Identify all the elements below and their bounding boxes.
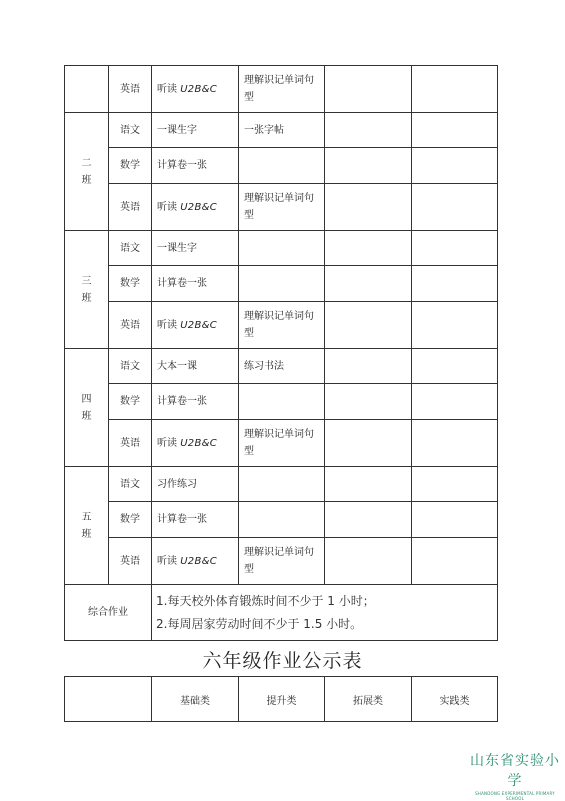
- table-row: [65, 538, 498, 585]
- task-prefix: 听读: [157, 437, 181, 449]
- basic-task-cell: 计算卷一张: [152, 502, 239, 538]
- advanced-task-cell: [239, 231, 325, 266]
- unit-code: U2B&C: [180, 555, 218, 567]
- table-row: [65, 231, 498, 266]
- unit-code: U2B&C: [180, 319, 218, 331]
- table-row: [65, 384, 498, 420]
- summary-label: 综合作业: [65, 585, 152, 641]
- extension-cell: [325, 420, 412, 467]
- advanced-task-cell: 理解识记单词句型: [239, 66, 325, 113]
- extension-cell: [325, 302, 412, 349]
- subject-cell: 英语: [109, 66, 152, 113]
- class-name: 三班: [81, 275, 92, 304]
- advanced-task-cell: 理解识记单词句型: [239, 302, 325, 349]
- basic-task-cell: [152, 66, 239, 113]
- practice-cell: [412, 467, 498, 502]
- basic-task-cell: [152, 538, 239, 585]
- task-prefix: 听读: [157, 319, 181, 331]
- extension-cell: [325, 231, 412, 266]
- class-name-cell: [65, 467, 109, 585]
- table-row: [65, 302, 498, 349]
- practice-cell: [412, 113, 498, 148]
- extension-cell: [325, 538, 412, 585]
- practice-cell: [412, 538, 498, 585]
- header-extension: 拓展类: [325, 677, 412, 722]
- homework-table: [64, 65, 498, 641]
- subject-cell: 语文: [109, 113, 152, 148]
- unit-code: U2B&C: [180, 201, 218, 213]
- basic-task-cell: 大本一课: [152, 349, 239, 384]
- basic-task-cell: [152, 302, 239, 349]
- practice-cell: [412, 302, 498, 349]
- basic-task-cell: 计算卷一张: [152, 148, 239, 184]
- advanced-task-cell: 理解识记单词句型: [239, 420, 325, 467]
- basic-task-cell: 计算卷一张: [152, 266, 239, 302]
- grade6-header-row: [65, 677, 498, 722]
- extension-cell: [325, 502, 412, 538]
- basic-task-cell: [152, 420, 239, 467]
- subject-cell: 数学: [109, 384, 152, 420]
- practice-cell: [412, 231, 498, 266]
- extension-cell: [325, 384, 412, 420]
- subject-cell: 英语: [109, 184, 152, 231]
- unit-code: U2B&C: [180, 437, 218, 449]
- basic-task-cell: 一课生字: [152, 113, 239, 148]
- practice-cell: [412, 184, 498, 231]
- advanced-task-cell: [239, 502, 325, 538]
- extension-cell: [325, 266, 412, 302]
- extension-cell: [325, 113, 412, 148]
- summary-body: [152, 585, 498, 641]
- basic-task-cell: [152, 184, 239, 231]
- advanced-task-cell: [239, 148, 325, 184]
- subject-cell: 英语: [109, 302, 152, 349]
- class-name-cell: [65, 349, 109, 467]
- subject-cell: 语文: [109, 349, 152, 384]
- class-name: 二班: [81, 157, 92, 186]
- table-row: [65, 467, 498, 502]
- task-prefix: 听读: [157, 555, 181, 567]
- practice-cell: [412, 148, 498, 184]
- table-row: [65, 349, 498, 384]
- basic-task-cell: 一课生字: [152, 231, 239, 266]
- basic-task-cell: 习作练习: [152, 467, 239, 502]
- summary-row: [65, 585, 498, 641]
- table-row: [65, 66, 498, 113]
- class-name: 四班: [81, 393, 92, 422]
- unit-code: U2B&C: [180, 83, 218, 95]
- subject-cell: 英语: [109, 538, 152, 585]
- summary-line1: 1.每天校外体育锻炼时间不少于 1 小时；: [156, 593, 375, 608]
- grade6-title: 六年级作业公示表: [202, 650, 363, 672]
- basic-task-cell: 计算卷一张: [152, 384, 239, 420]
- grade6-table: [64, 676, 498, 722]
- class-name-cell: [65, 113, 109, 231]
- extension-cell: [325, 184, 412, 231]
- homework-table-body: [65, 66, 498, 641]
- subject-cell: 数学: [109, 502, 152, 538]
- school-logo: [470, 750, 560, 801]
- class-cell-empty: [65, 66, 109, 113]
- subject-cell: 语文: [109, 231, 152, 266]
- table-row: [65, 420, 498, 467]
- practice-cell: [412, 420, 498, 467]
- header-basic: 基础类: [152, 677, 239, 722]
- table-row: [65, 113, 498, 148]
- practice-cell: [412, 384, 498, 420]
- advanced-task-cell: [239, 467, 325, 502]
- school-logo-name: 山东省实验小学: [470, 753, 560, 789]
- grade6-corner-cell: [65, 677, 152, 722]
- advanced-task-cell: [239, 384, 325, 420]
- task-prefix: 听读: [157, 201, 181, 213]
- extension-cell: [325, 467, 412, 502]
- task-prefix: 听读: [157, 83, 181, 95]
- subject-cell: 数学: [109, 266, 152, 302]
- advanced-task-cell: 理解识记单词句型: [239, 538, 325, 585]
- advanced-task-cell: 一张字帖: [239, 113, 325, 148]
- practice-cell: [412, 266, 498, 302]
- subject-cell: 数学: [109, 148, 152, 184]
- practice-cell: [412, 502, 498, 538]
- subject-cell: 英语: [109, 420, 152, 467]
- subject-cell: 语文: [109, 467, 152, 502]
- table-row: [65, 184, 498, 231]
- school-logo-english: SHANDONG EXPERIMENTAL PRIMARY SCHOOL: [475, 791, 555, 801]
- extension-cell: [325, 349, 412, 384]
- class-name-cell: [65, 231, 109, 349]
- extension-cell: [325, 148, 412, 184]
- header-advanced: 提升类: [239, 677, 325, 722]
- summary-line2: 2.每周居家劳动时间不少于 1.5 小时。: [156, 616, 363, 631]
- table-row: [65, 148, 498, 184]
- advanced-task-cell: 练习书法: [239, 349, 325, 384]
- header-practice: 实践类: [412, 677, 498, 722]
- advanced-task-cell: [239, 266, 325, 302]
- extension-cell: [325, 66, 412, 113]
- practice-cell: [412, 349, 498, 384]
- table-row: [65, 502, 498, 538]
- advanced-task-cell: 理解识记单词句型: [239, 184, 325, 231]
- table-row: [65, 266, 498, 302]
- practice-cell: [412, 66, 498, 113]
- class-name: 五班: [81, 511, 92, 540]
